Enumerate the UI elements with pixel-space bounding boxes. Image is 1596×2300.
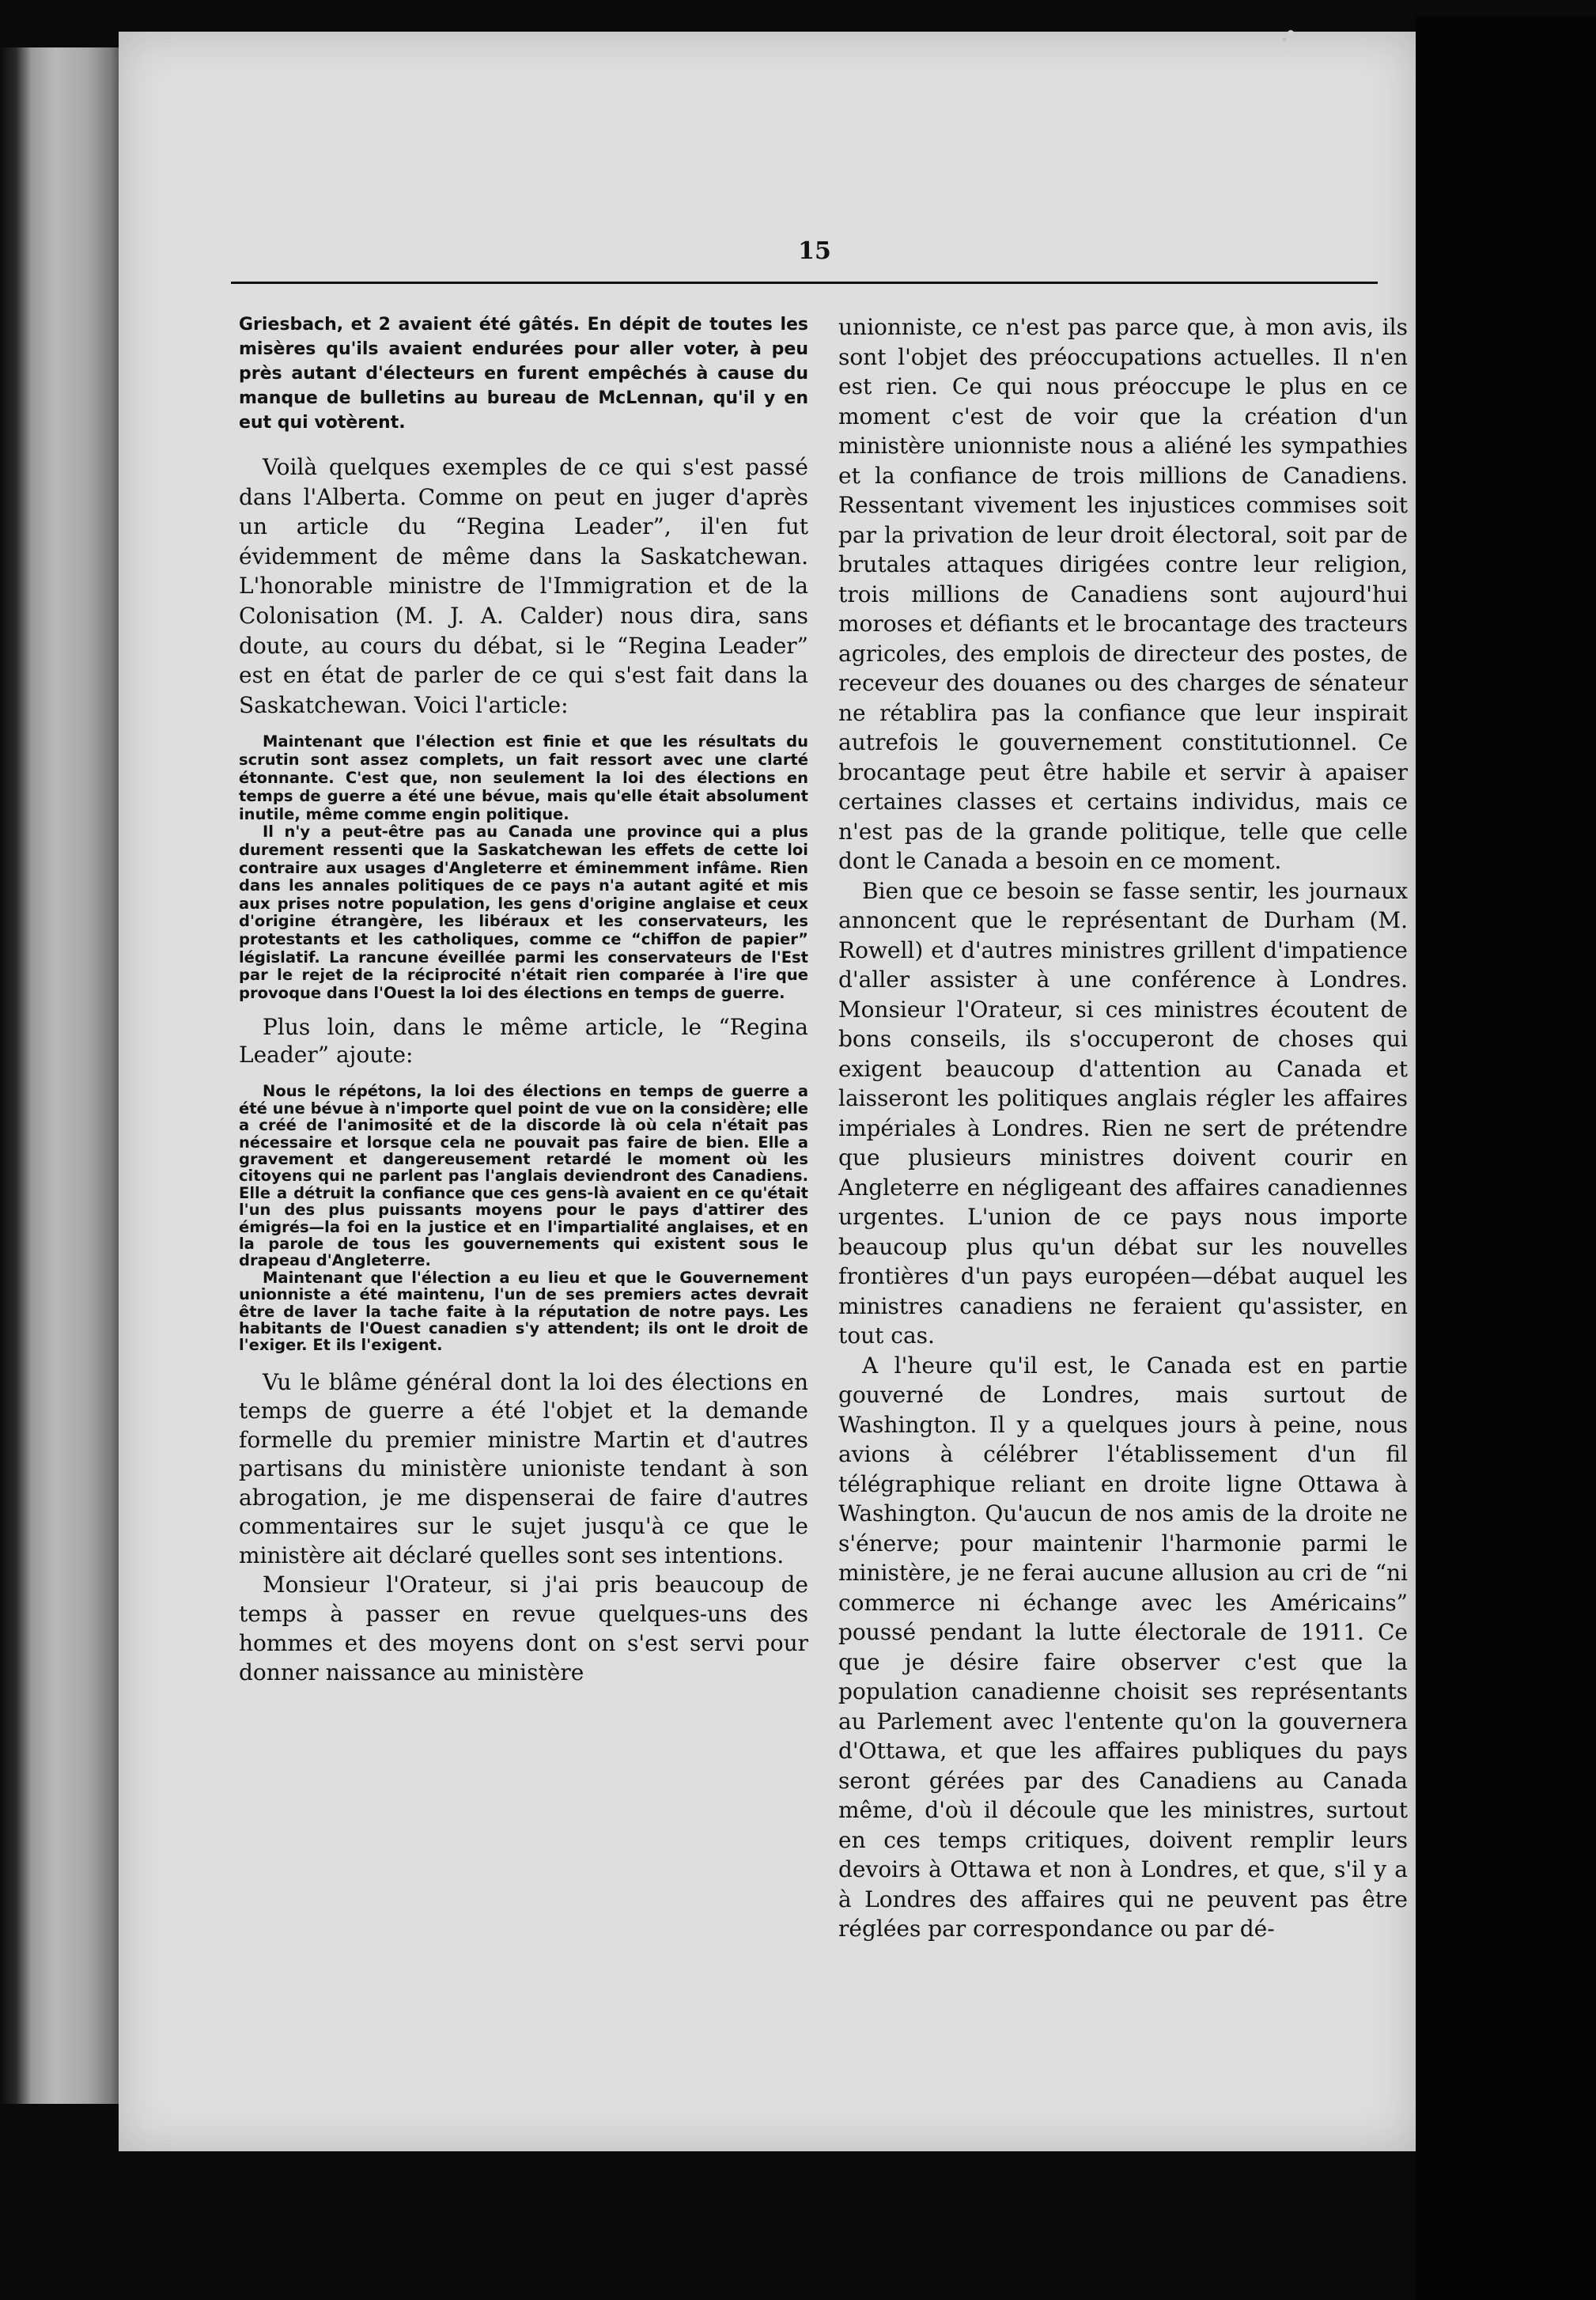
quoted-paragraph: Il n'y a peut-être pas au Canada une province qui a plus durement ressenti que la Saskatchewan les effets de cette loi contraire aux usages d'Angleterre et éminemment infâme. Rien dans les annales politiques de ce pays n'a autant agité et mis aux prises notre population, les gens d'origine anglaise et ceux d'origine étrangère, les libéraux et les conservateurs, les protestants et les catholiques, comme ce “chiffon de papier” législatif. La rancune éveillée parmi les conservateurs de l'Est par le rejet de la réciprocité n'était rien comparée à l'ire que provoque dans l'Ouest la loi des élections en temps de guerre.: [239, 823, 808, 1002]
adjacent-page-edge: [0, 47, 119, 2104]
paragraph: Bien que ce besoin se fasse sentir, les journaux annoncent que le représentant de Durham (M. Rowell) et d'autres ministres grillent d'impatience d'aller assister à une conférence à Londres. Monsieur l'Orateur, si ces ministres écoutent de bons conseils, ils s'occuperont de choses qui exigent beaucoup d'attention au Canada et laisseront les politiques anglais régler les affaires impériales à Londres. Rien ne sert de prétendre que plusieurs ministres doivent courir en Angleterre en négligeant des affaires canadiennes urgentes. L'union de ce pays nous importe beaucoup plus qu'un débat sur les nouvelles frontières d'un pays européen—débat auquel les ministres canadiens ne feraient qu'assister, en tout cas.: [838, 877, 1408, 1349]
scan-border: [1416, 16, 1596, 2300]
paragraph: Plus loin, dans le même article, le “Regina Leader” ajoute:: [239, 1014, 808, 1069]
quoted-paragraph: Maintenant que l'élection est finie et que les résultats du scrutin sont assez complets, un fait ressort avec une clarté étonnante. C'est que, non seulement la loi des élections en temps de guerre a été une bévue, mais qu'elle était absolument inutile, même comme engin politique.: [239, 732, 808, 824]
quoted-paragraph: Maintenant que l'élection a eu lieu et que le Gouvernement unionniste a été maintenu, l'un de ses premiers actes devrait être de laver la tache faite à la réputation de notre pays. Les habitants de l'Ouest canadien s'y attendent; ils ont le droit de l'exiger. Et ils l'exigent.: [239, 1268, 808, 1355]
quoted-paragraph: Nous le répétons, la loi des élections en temps de guerre a été une bévue à n'importe quel point de vue on la considère; elle a créé de l'animosité et de la discorde là où cela n'était pas nécessaire et lorsque cela ne pouvait pas faire de bien. Elle a gravement et dangereusement retardé le moment où les citoyens qui ne parlent pas l'anglais deviendront des Canadiens. Elle a détruit la confiance que ces gens-là avaient en ce qu'était l'un des plus puissants moyens pour le pays d'attirer des émigrés—la foi en la justice et en l'impartialité anglaises, et en la parole de tous les gouvernements qui existent sous le drapeau d'Angleterre.: [239, 1082, 808, 1270]
paragraph: Voilà quelques exemples de ce qui s'est passé dans l'Alberta. Comme on peut en juger d'après un article du “Regina Leader”, il'en fut évidemment de même dans la Saskatchewan. L'honorable ministre de l'Immigration et de la Colonisation (M. J. A. Calder) nous dira, sans doute, au cours du débat, si le “Regina Leader” est en état de parler de ce qui s'est fait dans la Saskatchewan. Voici l'article:: [239, 454, 808, 718]
paragraph: Griesbach, et 2 avaient été gâtés. En dépit de toutes les misères qu'ils avaient endurées pour aller voter, à peu près autant d'électeurs en furent empêchés à cause du manque de bulletins au bureau de McLennan, qu'il y en eut qui votèrent.: [239, 315, 808, 433]
page-number: 15: [798, 237, 831, 265]
right-column: [838, 312, 1408, 1944]
paragraph: A l'heure qu'il est, le Canada est en partie gouverné de Londres, mais surtout de Washington. Il y a quelques jours à peine, nous avions à célébrer l'établissement d'un fil télégraphique reliant en droite ligne Ottawa à Washington. Qu'aucun de nos amis de la droite ne s'énerve; pour maintenir l'harmonie parmi le ministère, je ne ferai aucune allusion au cri de “ni commerce ni échange avec les Américains” poussé pendant la lutte électorale de 1911. Ce que je désire faire observer c'est que la population canadienne choisit ses représentants au Parlement avec l'entente qu'on la gouvernera d'Ottawa, et que les affaires publiques du pays seront gérées par des Canadiens au Canada même, d'où il découle que les ministres, surtout en ces temps critiques, doivent remplir leurs devoirs à Ottawa et non à Londres, et que, s'il y a à Londres des affaires qui ne peuvent pas être réglées par correspondance ou par dé-: [838, 1352, 1408, 1942]
paragraph: unionniste, ce n'est pas parce que, à mon avis, ils sont l'objet des préoccupations actuelles. Il n'en est rien. Ce qui nous préoccupe le plus en ce moment c'est de voir que la création d'un ministère unionniste nous a aliéné les sympathies et la confiance de trois millions de Canadiens. Ressentant vivement les injustices commises soit par la privation de leur droit électoral, soit par de brutales attaques dirigées contre leur religion, trois millions de Canadiens sont aujourd'hui moroses et défiants et le brocantage des tracteurs agricoles, des emplois de directeur des postes, de receveur des douanes ou des charges de sénateur ne rétablira pas la confiance que leur inspirait autrefois le gouvernement constitutionnel. Ce brocantage peut être habile et servir à apaiser certaines classes et certains individus, mais ce n'est pas de la grande politique, telle que celle dont le Canada a besoin en ce moment.: [838, 314, 1408, 874]
header-rule: [231, 282, 1378, 284]
left-column: [239, 312, 808, 1687]
paragraph: Vu le blâme général dont la loi des élections en temps de guerre a été l'objet et la demande formelle du premier ministre Martin et d'autres partisans du ministère unioniste tendant à son abrogation, je me dispenserai de faire d'autres commentaires sur le sujet jusqu'à ce que le ministère ait déclaré quelles sont ses intentions.: [239, 1368, 808, 1568]
paragraph: Monsieur l'Orateur, si j'ai pris beaucoup de temps à passer en revue quelques-uns des hommes et des moyens dont on s'est servi pour donner naissance au ministère: [239, 1572, 808, 1686]
paper-specks: [1281, 24, 1329, 71]
